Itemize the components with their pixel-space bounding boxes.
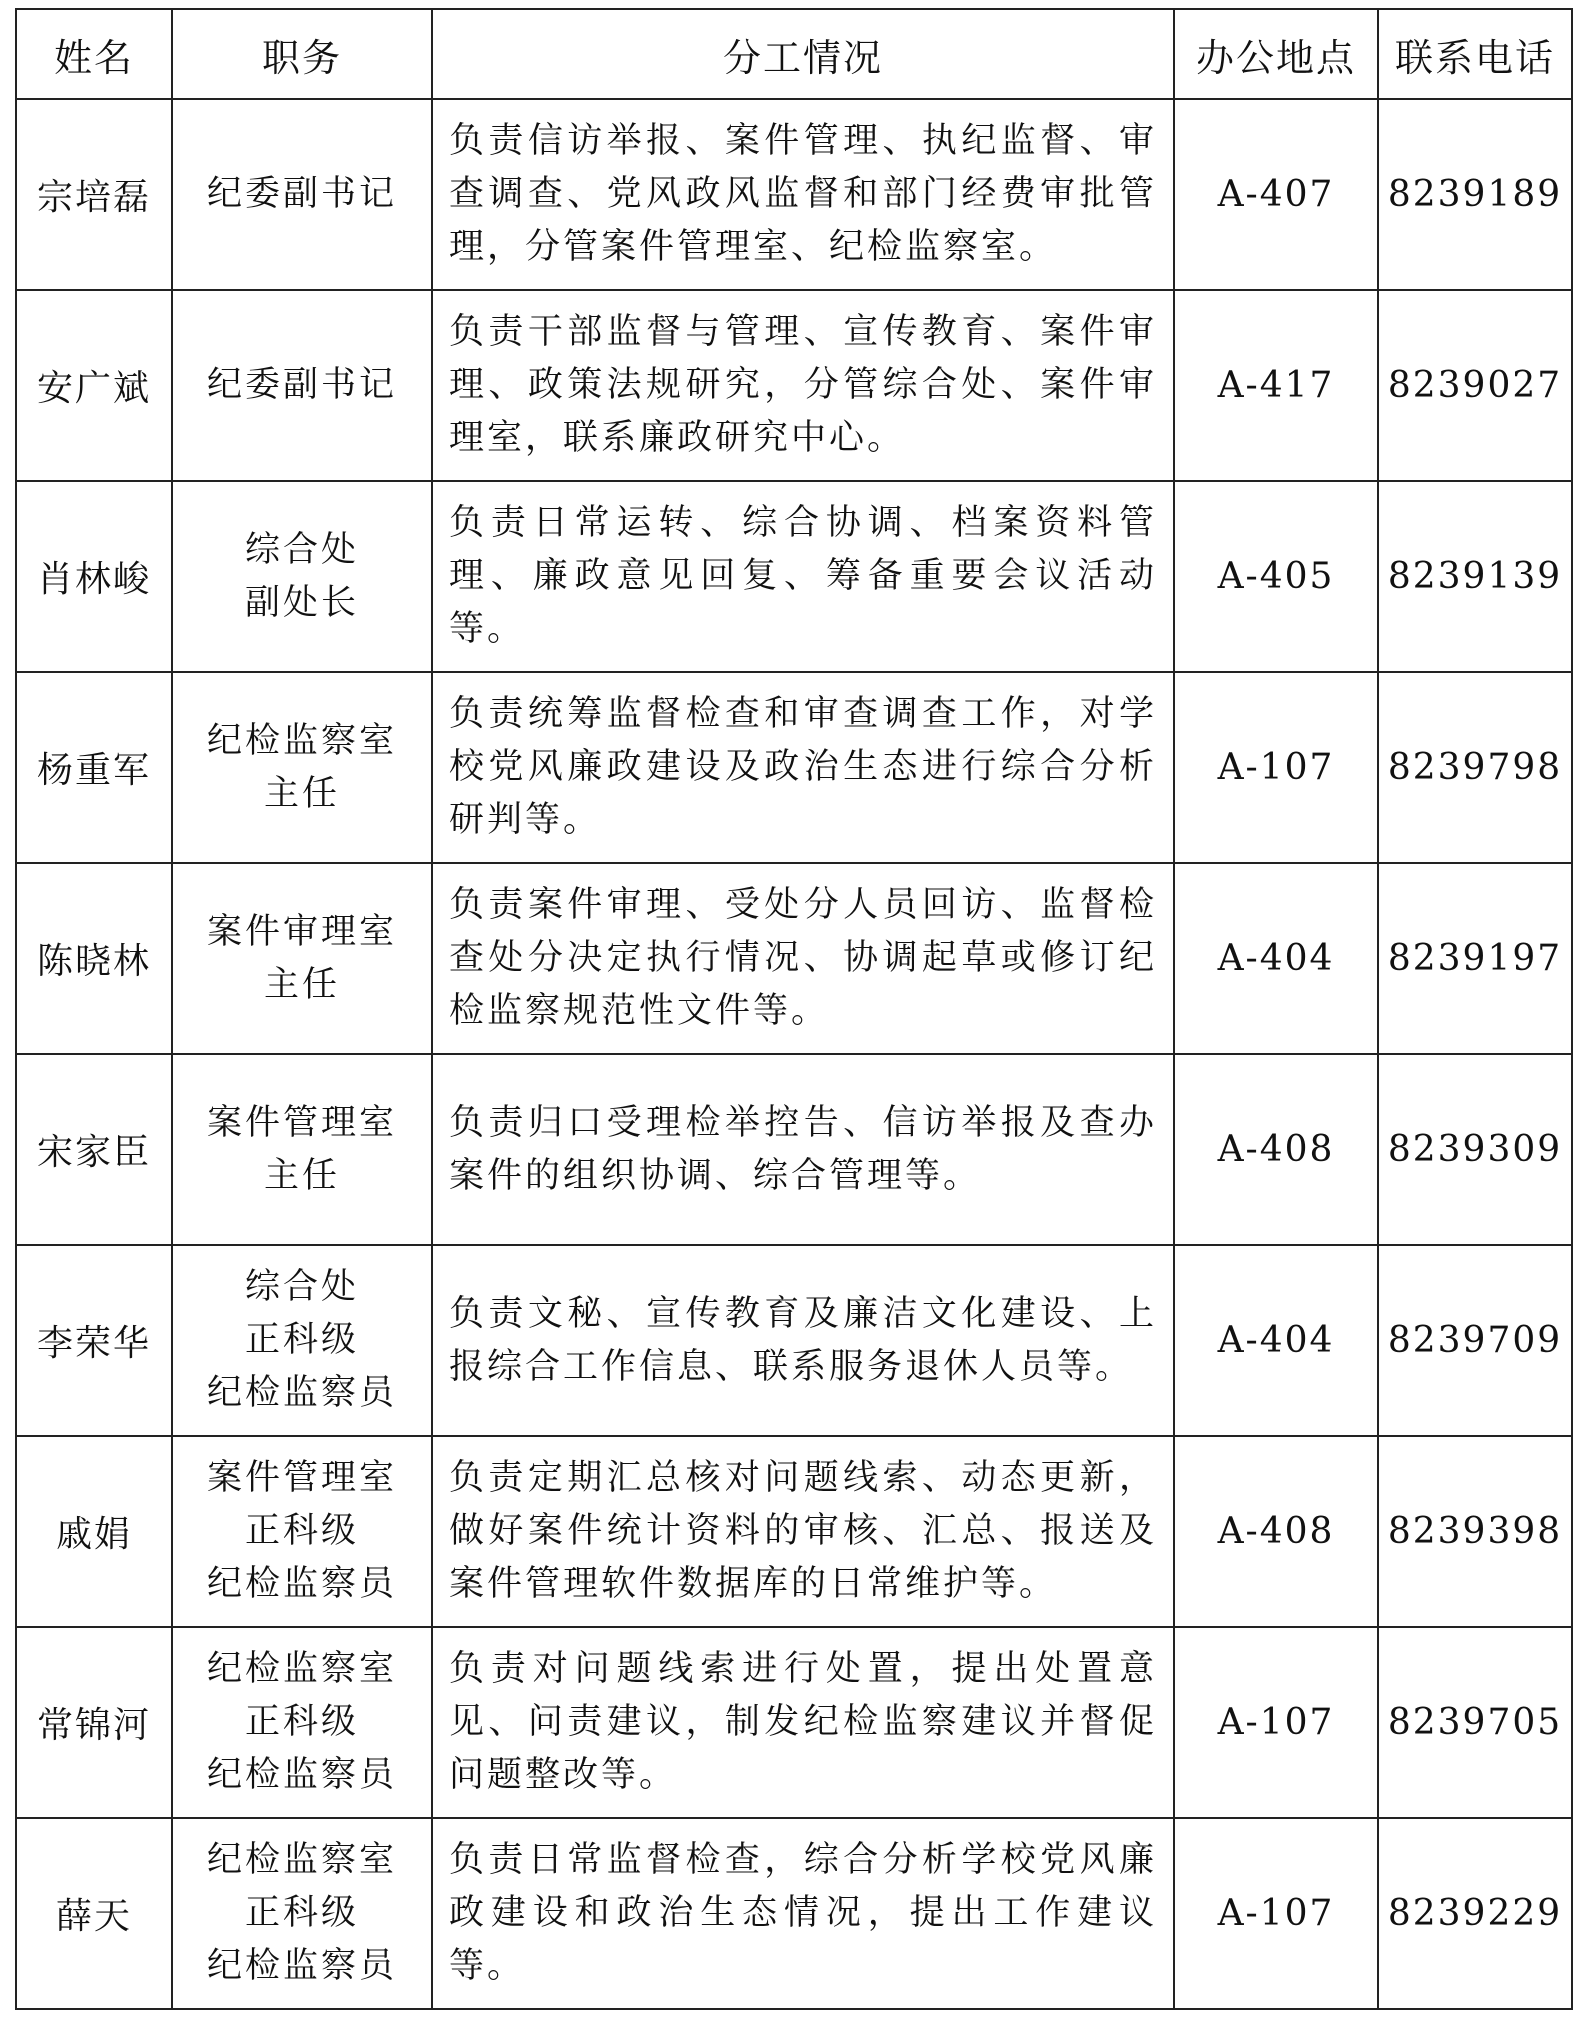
person-position — [172, 1627, 432, 1818]
position-line: 主任 — [263, 1155, 340, 1196]
position-line: 正科级 — [244, 1320, 359, 1360]
table-row — [16, 1818, 1572, 2009]
office-location: A-407 — [1174, 99, 1378, 290]
person-position — [172, 672, 432, 863]
table-row — [16, 1245, 1572, 1436]
person-duty: 负责案件审理、受处分人员回访、监督检查处分决定执行情况、协调起草或修订纪检监察规范性文件等。 — [432, 863, 1174, 1054]
table-row — [16, 481, 1572, 672]
header-row — [16, 9, 1572, 99]
contact-phone: 8239139 — [1378, 481, 1572, 672]
person-position — [172, 1436, 432, 1627]
contact-phone: 8239705 — [1378, 1627, 1572, 1818]
position-line: 案件审理室 — [206, 911, 397, 952]
contact-phone: 8239709 — [1378, 1245, 1572, 1436]
position-line: 纪检监察室 — [206, 1649, 397, 1689]
position-line: 案件管理室 — [206, 1458, 397, 1498]
position-line: 正科级 — [244, 1893, 359, 1933]
person-name: 陈晓林 — [16, 863, 172, 1054]
person-position — [172, 99, 432, 290]
table-row — [16, 863, 1572, 1054]
person-position — [172, 863, 432, 1054]
table-row — [16, 1054, 1572, 1245]
table-body — [16, 99, 1572, 2009]
contact-phone: 8239229 — [1378, 1818, 1572, 2009]
position-line: 纪检监察室 — [206, 720, 397, 761]
person-name: 宋家臣 — [16, 1054, 172, 1245]
table-row — [16, 672, 1572, 863]
office-location: A-107 — [1174, 1818, 1378, 2009]
person-duty: 负责信访举报、案件管理、执纪监督、审查调查、党风政风监督和部门经费审批管理，分管案件管理室、纪检监察室。 — [432, 99, 1174, 290]
office-location: A-404 — [1174, 863, 1378, 1054]
contact-phone: 8239309 — [1378, 1054, 1572, 1245]
person-duty: 负责统筹监督检查和审查调查工作，对学校党风廉政建设及政治生态进行综合分析研判等。 — [432, 672, 1174, 863]
column-header-office: 办公地点 — [1174, 9, 1378, 99]
person-position — [172, 481, 432, 672]
contact-phone: 8239189 — [1378, 99, 1572, 290]
person-position — [172, 1245, 432, 1436]
column-header-position: 职务 — [172, 9, 432, 99]
contact-phone: 8239798 — [1378, 672, 1572, 863]
person-name: 常锦河 — [16, 1627, 172, 1818]
office-location: A-408 — [1174, 1436, 1378, 1627]
table-row — [16, 1627, 1572, 1818]
position-line: 主任 — [263, 964, 340, 1005]
person-duty: 负责定期汇总核对问题线索、动态更新，做好案件统计资料的审核、汇总、报送及案件管理软件数据库的日常维护等。 — [432, 1436, 1174, 1627]
person-name: 宗培磊 — [16, 99, 172, 290]
table-row — [16, 290, 1572, 481]
person-duty: 负责日常运转、综合协调、档案资料管理、廉政意见回复、筹备重要会议活动等。 — [432, 481, 1174, 672]
position-line: 纪检监察员 — [206, 1755, 397, 1795]
person-position — [172, 1818, 432, 2009]
person-name: 肖林峻 — [16, 481, 172, 672]
position-line: 纪检监察员 — [206, 1946, 397, 1986]
person-name: 戚娟 — [16, 1436, 172, 1627]
table-row — [16, 1436, 1572, 1627]
contact-phone: 8239197 — [1378, 863, 1572, 1054]
office-location: A-107 — [1174, 1627, 1378, 1818]
position-line: 纪委副书记 — [206, 174, 397, 214]
position-line: 纪检监察室 — [206, 1840, 397, 1880]
position-line: 综合处 — [244, 1267, 359, 1307]
position-line: 副处长 — [244, 582, 359, 623]
contact-phone: 8239027 — [1378, 290, 1572, 481]
column-header-duty: 分工情况 — [432, 9, 1174, 99]
column-header-phone: 联系电话 — [1378, 9, 1572, 99]
office-location: A-408 — [1174, 1054, 1378, 1245]
position-line: 正科级 — [244, 1702, 359, 1742]
position-line: 纪检监察员 — [206, 1373, 397, 1413]
person-name: 薛天 — [16, 1818, 172, 2009]
column-header-name: 姓名 — [16, 9, 172, 99]
contact-phone: 8239398 — [1378, 1436, 1572, 1627]
position-line: 综合处 — [244, 529, 359, 570]
person-duty: 负责干部监督与管理、宣传教育、案件审理、政策法规研究，分管综合处、案件审理室，联系廉政研究中心。 — [432, 290, 1174, 481]
person-duty: 负责日常监督检查，综合分析学校党风廉政建设和政治生态情况，提出工作建议等。 — [432, 1818, 1174, 2009]
person-position — [172, 290, 432, 481]
person-duty: 负责对问题线索进行处置，提出处置意见、问责建议，制发纪检监察建议并督促问题整改等。 — [432, 1627, 1174, 1818]
office-location: A-417 — [1174, 290, 1378, 481]
person-name: 杨重军 — [16, 672, 172, 863]
table-row — [16, 99, 1572, 290]
position-line: 纪委副书记 — [206, 365, 397, 405]
position-line: 正科级 — [244, 1511, 359, 1551]
office-location: A-405 — [1174, 481, 1378, 672]
person-duty: 负责归口受理检举控告、信访举报及查办案件的组织协调、综合管理等。 — [432, 1054, 1174, 1245]
staff-table — [15, 8, 1573, 2010]
person-duty: 负责文秘、宣传教育及廉洁文化建设、上报综合工作信息、联系服务退休人员等。 — [432, 1245, 1174, 1436]
position-line: 案件管理室 — [206, 1102, 397, 1143]
person-name: 安广斌 — [16, 290, 172, 481]
position-line: 主任 — [263, 773, 340, 814]
office-location: A-404 — [1174, 1245, 1378, 1436]
person-position — [172, 1054, 432, 1245]
position-line: 纪检监察员 — [206, 1564, 397, 1604]
office-location: A-107 — [1174, 672, 1378, 863]
person-name: 李荣华 — [16, 1245, 172, 1436]
